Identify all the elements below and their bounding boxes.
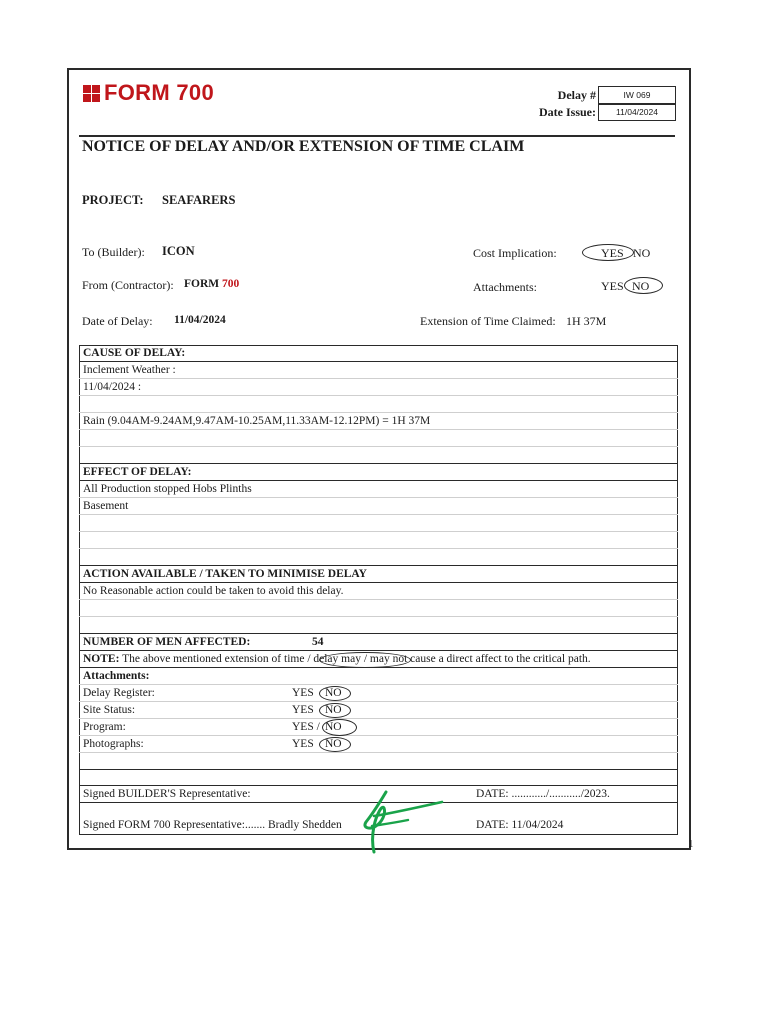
form700-logo	[83, 82, 214, 104]
attachment-yes[interactable]: YES	[292, 687, 314, 699]
note-delay-may-circle	[319, 652, 411, 668]
effect-line[interactable]	[79, 515, 678, 532]
date-of-delay-value: 11/04/2024	[174, 314, 226, 326]
form-title: NOTICE OF DELAY AND/OR EXTENSION OF TIME CLAIM	[82, 138, 525, 155]
attachment-label: Delay Register:	[83, 687, 155, 699]
cause-line[interactable]: Rain (9.04AM-9.24AM,9.47AM-10.25AM,11.33AM-12.12PM) = 1H 37M	[79, 413, 678, 430]
cost-implication-no[interactable]: NO	[633, 246, 651, 260]
attachment-no[interactable]: NO	[325, 704, 342, 716]
attachment-yes[interactable]: YES /	[292, 721, 320, 733]
builder-signature-date[interactable]: DATE: ............/.........../2023.	[476, 788, 610, 800]
from-contractor-value	[184, 278, 239, 290]
attachment-no[interactable]: NO	[325, 687, 342, 699]
spacer-row	[79, 770, 678, 786]
attachments-top-no[interactable]: NO	[632, 279, 650, 293]
project-label: PROJECT:	[82, 193, 144, 207]
attachment-label: Program:	[83, 721, 126, 733]
to-builder-label: To (Builder):	[82, 245, 145, 259]
attachment-no-circle	[319, 737, 351, 752]
extension-label: Extension of Time Claimed:	[420, 314, 556, 328]
note-text: The above mentioned extension of time / delay may / may not cause a direct affect to the critical path.	[122, 653, 591, 665]
cause-line[interactable]: 11/04/2024 :	[79, 379, 678, 396]
attachment-row	[79, 685, 678, 702]
attachment-yes[interactable]: YES	[292, 738, 314, 750]
cause-heading: CAUSE OF DELAY:	[79, 345, 678, 362]
date-issue-field[interactable]: 11/04/2024	[598, 104, 676, 121]
effect-heading: EFFECT OF DELAY:	[79, 464, 678, 481]
to-builder-value: ICON	[162, 244, 195, 258]
page-number: 1	[688, 838, 694, 850]
delay-number-field[interactable]: IW 069	[598, 86, 676, 104]
builder-signature-label: Signed BUILDER'S Representative:	[83, 788, 251, 800]
attachments-top-yes[interactable]: YES	[601, 279, 624, 293]
handwritten-signature	[352, 786, 448, 856]
cost-implication-yes[interactable]: YES	[601, 246, 624, 260]
attachment-no-circle	[319, 703, 351, 718]
attachment-row	[79, 736, 678, 753]
effect-line[interactable]: All Production stopped Hobs Plinths	[79, 481, 678, 498]
men-affected-label: NUMBER OF MEN AFFECTED:	[83, 636, 251, 648]
attachment-no[interactable]: NO	[325, 721, 342, 733]
cost-implication-label: Cost Implication:	[473, 246, 557, 260]
attachment-no[interactable]: NO	[325, 738, 342, 750]
extension-value: 1H 37M	[566, 314, 607, 328]
cause-line[interactable]: Inclement Weather :	[79, 362, 678, 379]
date-issue-label: Date Issue:	[539, 105, 596, 119]
from-contractor-suffix: 700	[222, 278, 240, 290]
action-heading: ACTION AVAILABLE / TAKEN TO MINIMISE DELAY	[79, 566, 678, 583]
cause-line[interactable]	[79, 396, 678, 413]
delay-number-label: Delay #	[557, 88, 596, 102]
action-line[interactable]	[79, 600, 678, 617]
attachments-top-circle	[624, 277, 663, 294]
logo-mark-icon	[83, 85, 100, 102]
from-contractor-prefix: FORM	[184, 278, 220, 290]
cause-line[interactable]	[79, 447, 678, 464]
cost-implication-circle	[582, 244, 634, 261]
attachment-yes[interactable]: YES	[292, 704, 314, 716]
attachment-row-blank	[79, 753, 678, 770]
form700-signature-date[interactable]: DATE: 11/04/2024	[476, 819, 564, 831]
header-divider	[79, 135, 675, 137]
cause-line[interactable]	[79, 430, 678, 447]
attachment-row	[79, 702, 678, 719]
attachments-top-label: Attachments:	[473, 280, 537, 294]
note-label: NOTE:	[83, 653, 120, 665]
attachment-no-circle	[322, 719, 357, 736]
effect-line[interactable]	[79, 549, 678, 566]
action-line[interactable]: No Reasonable action could be taken to avoid this delay.	[79, 583, 678, 600]
attachments-heading: Attachments:	[79, 668, 678, 685]
attachment-label: Site Status:	[83, 704, 136, 716]
project-value: SEAFARERS	[162, 193, 236, 207]
men-affected-row	[79, 634, 678, 651]
from-contractor-label: From (Contractor):	[82, 278, 174, 292]
logo-text: FORM 700	[104, 80, 214, 105]
attachment-row	[79, 719, 678, 736]
action-line[interactable]	[79, 617, 678, 634]
form700-signature-label: Signed FORM 700 Representative:....... Bradly Shedden	[83, 819, 342, 831]
effect-line[interactable]	[79, 532, 678, 549]
attachment-no-circle	[319, 686, 351, 701]
men-affected-value[interactable]: 54	[312, 636, 324, 648]
effect-line[interactable]: Basement	[79, 498, 678, 515]
date-of-delay-label: Date of Delay:	[82, 314, 153, 328]
attachment-label: Photographs:	[83, 738, 144, 750]
